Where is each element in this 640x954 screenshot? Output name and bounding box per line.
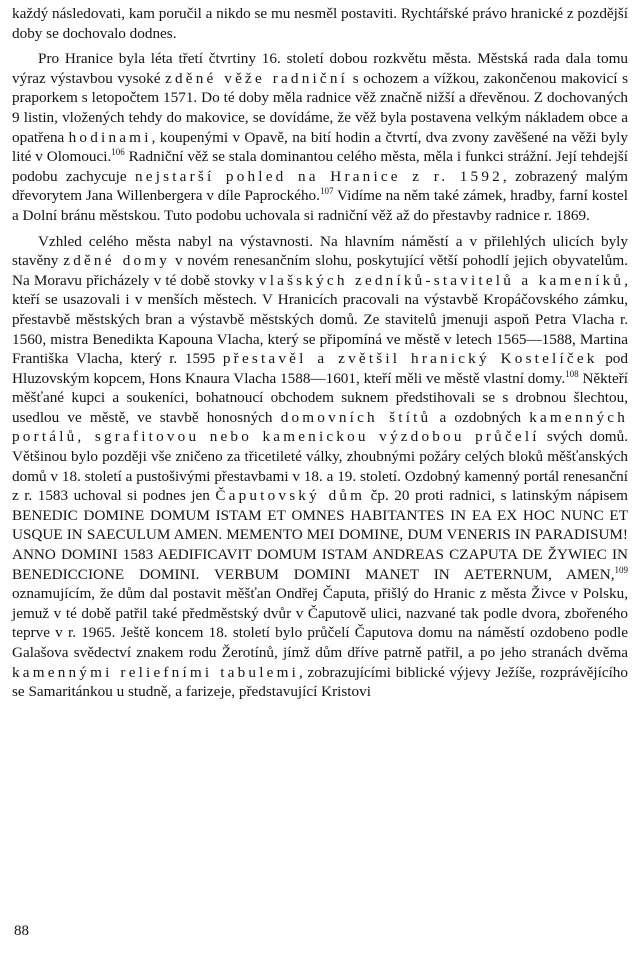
text-run: svých domů. Většinou bylo později vše zničeno za třicetileté války, zhoubnými požáry celých bloků měšťanských domů v 18. století a pustošivými přestavbami v 18. a 19. století. Ozdobný kamenný portál renesanční z r. 1583 uchoval si podnes jen [12, 428, 629, 505]
footnote-ref: 109 [614, 564, 628, 575]
text-run: Radniční věž se stala dominantou celého města, měla i funkci strážní. Její tehdejší podobu zachycuje [12, 148, 628, 185]
text-run: Vzhled celého města nabyl na výstavnosti. Na hlavním náměstí a v přilehlých ulicích byly stavěny [12, 232, 628, 270]
spaced-emphasis: kamennými reliefními tabulemi [12, 663, 299, 681]
text-run: , koupenými v Opavě, na bití hodin a čtvrtí, dva zvony zavěšené na věži byly lité v Olomouci. [12, 128, 628, 166]
body-text [12, 4, 628, 708]
footnote-ref: 108 [565, 368, 579, 379]
spaced-emphasis: Čaputovský dům [215, 487, 366, 505]
text-run: a ozdobných [431, 408, 530, 426]
text-run: Někteří měšťané kupci a soukeníci, bohatnoucí obchodem suknem předstihovali se s drobnou šlechtou, usedlou ve městě, ve stavbě honosných [12, 369, 628, 426]
text-run: s ochozem a vížkou, zakončenou makovicí s praporkem s letopočtem 1571. Do té doby měla radnice věž značně nižší a dřevěnou. Z dochovaných 9 listin, vložených tehdy do makovice, se dovídáme, že věž byla postavena velkým nákladem obce a opatřena [12, 69, 628, 146]
spaced-emphasis: zděné domy [63, 252, 171, 270]
spaced-emphasis: zděné věže radniční [165, 69, 349, 87]
text-run: , zobrazujícími biblické výjevy Ježíše, rozprávějícího se Samaritánkou u studně, a farizeje, představující Kristovi [12, 663, 628, 701]
text-run: , kteří se usazovali i v menších městech. V Hranicích pracovali na výstavbě Kropáčovského zámku, přestavbě městských bran a výstavbě městských domů. Ze stavitelů jmenuji aspoň Petra Vlacha r. 1560, mistra Benedikta Kapouna Vlacha, který se připomíná ve městě v letech 1565—1588, Martina Františka Vlacha, který r. 1595 [12, 271, 628, 368]
text-run: pod Hluzovským kopcem, Hons Knaura Vlacha 1588—1601, kteří měli ve městě vlastní domy. [12, 350, 628, 387]
text-run: , zobrazený malým dřevorytem Jana Willenbergera v díle Paprockého. [12, 167, 628, 205]
paragraph [12, 232, 628, 702]
text-run: oznamujícím, že dům dal postavit měšťan Ondřej Čaputa, přišlý do Hranic z města Živce v Polsku, jemuž v té době patřil také předměstský dvůr v Čaputově ulici, nazvané tak podle dvora, zbořeného teprve v r. 1965. Ještě koncem 18. století bylo průčelí Čaputova domu na náměstí ozdobeno podle Galašova svědectví znakem rodu Žerotínů, jímž dům dříve patrně patřil, a po jeho stranách dvěma [12, 585, 628, 661]
text-run: čp. 20 proti radnici, s latinským nápisem BENEDIC DOMINE DOMUM ISTAM ET OMNES HABITANTES IN EA EX HOC NUNC ET USQUE IN SAECULUM AMEN. MEMENTO MEI DOMINE, DUM VENERIS IN PARADISUM! ANNO DOMINI 1583 AEDIFICAVIT DOMUM ISTAM ANDREAS CZAPUTA DE ŽYWIEC IN BENEDICCIONE DOMINI. VERBUM DOMINI MANET IN AETERNUM, AMEN, [12, 487, 628, 583]
footnote-ref: 107 [319, 186, 334, 197]
page-number: 88 [14, 923, 29, 939]
footnote-ref: 106 [111, 147, 125, 158]
spaced-emphasis: hodinami [68, 128, 152, 146]
text-run: každý následovati, kam poručil a nikdo se mu nesměl postaviti. Rychtářské právo hranické z pozdější doby se dochovalo dodnes. [12, 5, 628, 42]
text-run: v novém renesančním slohu, poskytující větší pohodlí jejich obyvatelům. Na Moravu přicházely v té době stovky [12, 252, 628, 289]
spaced-emphasis: nejstarší pohled na Hranice z r. 1592 [134, 167, 503, 185]
spaced-emphasis: kamenných portálů, sgrafitovou nebo kamenickou výzdobou průčelí [12, 408, 628, 446]
spaced-emphasis: vlašských zedníků-stavitelů a kameníků [258, 271, 625, 289]
paragraph [12, 49, 628, 225]
spaced-emphasis: přestavěl a zvětšil hranický Kostelíček [222, 350, 598, 368]
spaced-emphasis: domovních štítů [280, 408, 432, 426]
text-run: Pro Hranice byla léta třetí čtvrtiny 16. století dobou rozkvětu města. Městská rada dala tomu výraz výstavbou vysoké [12, 50, 628, 87]
paragraph [12, 4, 628, 43]
text-run: Vidíme na něm také zámek, hradby, farní kostel a Dolní bránu městskou. Tuto podobu uchovala si radniční věž až do přestavby radnice r. 1869. [12, 187, 628, 224]
